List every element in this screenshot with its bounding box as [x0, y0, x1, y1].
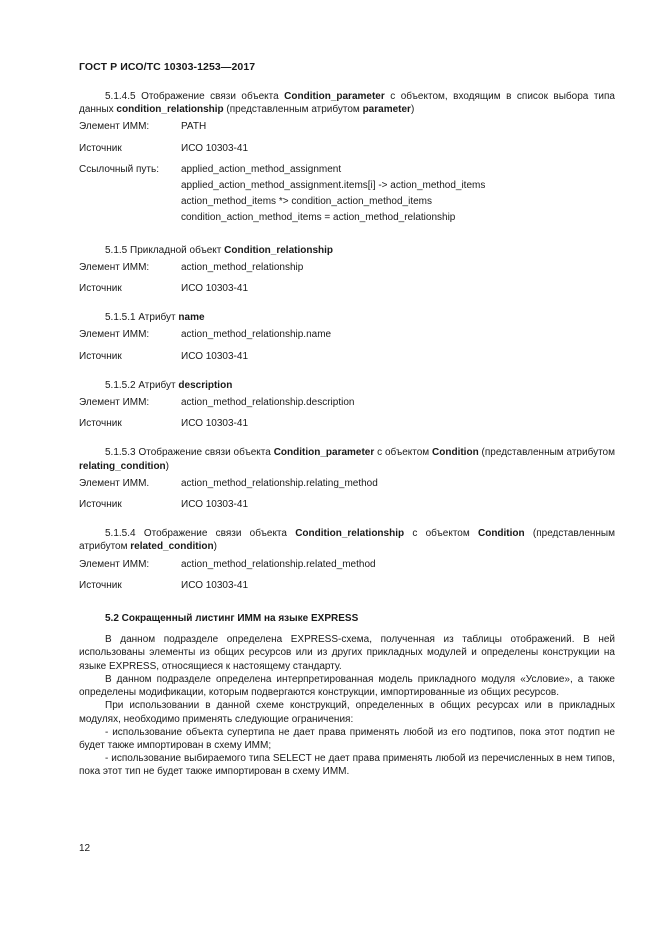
path-line: condition_action_method_items = action_method_relationship [181, 212, 456, 224]
clause-5-1-4-5-heading [79, 90, 615, 116]
field-value: PATH [181, 121, 207, 133]
text-run: с объектом [404, 528, 478, 540]
field-label: Источник [79, 499, 122, 511]
path-line: applied_action_method_assignment [181, 163, 342, 175]
text-run: description [178, 379, 233, 391]
imm-element-row [79, 396, 615, 409]
text-run: relating_condition [79, 460, 166, 472]
field-value: ИСО 10303-41 [181, 350, 249, 362]
reference-path [181, 163, 615, 228]
field-label: Источник [79, 418, 122, 430]
clause-5-1-5-3-heading [79, 446, 615, 472]
field-label: Источник [79, 142, 122, 154]
text-run: 5.1.5.3 Отображение связи объекта [105, 447, 274, 459]
field-label: Элемент ИММ: [79, 558, 150, 570]
paragraph: В данном подразделе определена интерпретированная модель прикладного модуля «Условие», а также определены модификации, которым подвергаются конструкции, импортированные из общих ресурсов. [79, 673, 615, 699]
text-run: 5.1.5.1 Атрибут [105, 312, 179, 324]
imm-element-row [79, 328, 615, 341]
text-run: ) [213, 541, 217, 553]
field-value: ИСО 10303-41 [181, 142, 249, 154]
text-run: Condition [432, 447, 479, 459]
field-value: action_method_relationship.relating_method [181, 477, 378, 489]
clause-5-1-5-1-heading [79, 311, 615, 324]
field-label: Элемент ИММ: [79, 397, 150, 409]
source-row [79, 579, 615, 592]
text-run: (представленным атрибутом [79, 528, 615, 553]
field-label: Элемент ИММ: [79, 261, 150, 273]
source-row [79, 282, 615, 295]
field-value: ИСО 10303-41 [181, 499, 249, 511]
text-run: 5.1.5.2 Атрибут [105, 379, 179, 391]
field-label: Источник [79, 579, 122, 591]
source-row [79, 498, 615, 511]
text-run: 5.1.5 Прикладной объект [105, 244, 225, 256]
imm-element-row [79, 477, 615, 490]
text-run: parameter [362, 104, 411, 116]
text-run: Condition [477, 528, 525, 540]
field-label: Источник [79, 350, 122, 362]
text-run: ) [165, 460, 170, 472]
clause-5-1-5-4-heading [79, 527, 615, 553]
text-run: Condition_parameter [284, 91, 385, 102]
page-number: 12 [79, 843, 91, 854]
document-body [79, 90, 615, 779]
source-row [79, 417, 615, 430]
text-run: name [178, 312, 205, 324]
text-run: (представленным атрибутом [478, 447, 615, 459]
text-run: related_condition [130, 541, 214, 553]
text-run: с объектом [374, 447, 433, 459]
text-run: Condition_relationship [224, 244, 334, 256]
page-header: ГОСТ Р ИСО/ТС 10303-1253—2017 [79, 61, 256, 73]
clause-5-1-5-2-heading [79, 379, 615, 392]
field-value: ИСО 10303-41 [181, 418, 249, 430]
field-label: Элемент ИММ: [79, 329, 150, 341]
imm-element-row [79, 558, 615, 571]
text-run: Condition_parameter [273, 447, 375, 459]
field-value: action_method_relationship [181, 261, 304, 273]
list-item: - использование выбираемого типа SELECT не дает права применять любой из перечисленных в нем типов, пока этот тип не будет также импортирован в схему ИММ. [79, 753, 615, 778]
source-row [79, 142, 615, 155]
field-label: Ссылочный путь: [79, 163, 159, 175]
text-run: 5.1.4.5 Отображение связи объекта [105, 91, 285, 102]
clause-5-1-5-heading [79, 244, 615, 257]
section-5-2-title: 5.2 Сокращенный листинг ИММ на языке EXPRESS [105, 613, 359, 625]
text-run: (представленным атрибутом [223, 104, 363, 116]
field-value: ИСО 10303-41 [181, 579, 249, 591]
field-label: Источник [79, 283, 122, 295]
paragraph: При использовании в данной схеме конструкций, определенных в общих ресурсах или в прикладных модулях, необходимо применять следующие ограничения: [79, 700, 615, 725]
source-row [79, 350, 615, 363]
list-item: - использование объекта супертипа не дает права применять любой из его подтипов, пока этот подтип не будет также импортирован в схему ИММ; [79, 726, 615, 751]
field-value: action_method_relationship.name [181, 329, 332, 341]
field-label: Элемент ИММ. [79, 477, 150, 489]
field-value: action_method_relationship.description [181, 397, 355, 409]
path-line: action_method_items *> condition_action_method_items [181, 196, 432, 208]
imm-element-row [79, 120, 615, 133]
text-run: Condition_relationship [295, 528, 405, 540]
text-run: condition_relationship [116, 104, 224, 116]
paragraph: В данном подразделе определена EXPRESS-схема, полученная из таблицы отображений. В ней использованы элементы из общих ресурсов или из других прикладных модулей и определены конструкции на языке EXPRESS, относящиеся к настоящему стандарту. [79, 634, 615, 672]
reference-path-row [79, 163, 615, 228]
field-value: action_method_relationship.related_method [181, 558, 376, 570]
field-value: ИСО 10303-41 [181, 283, 249, 295]
text-run: с объектом, входящим в список выбора типа данных [79, 91, 615, 116]
imm-element-row [79, 261, 615, 274]
path-line: applied_action_method_assignment.items[i] -> action_method_items [181, 180, 486, 192]
text-run: ) [410, 104, 415, 116]
field-label: Элемент ИММ: [79, 121, 150, 133]
text-run: 5.1.5.4 Отображение связи объекта [105, 528, 296, 540]
